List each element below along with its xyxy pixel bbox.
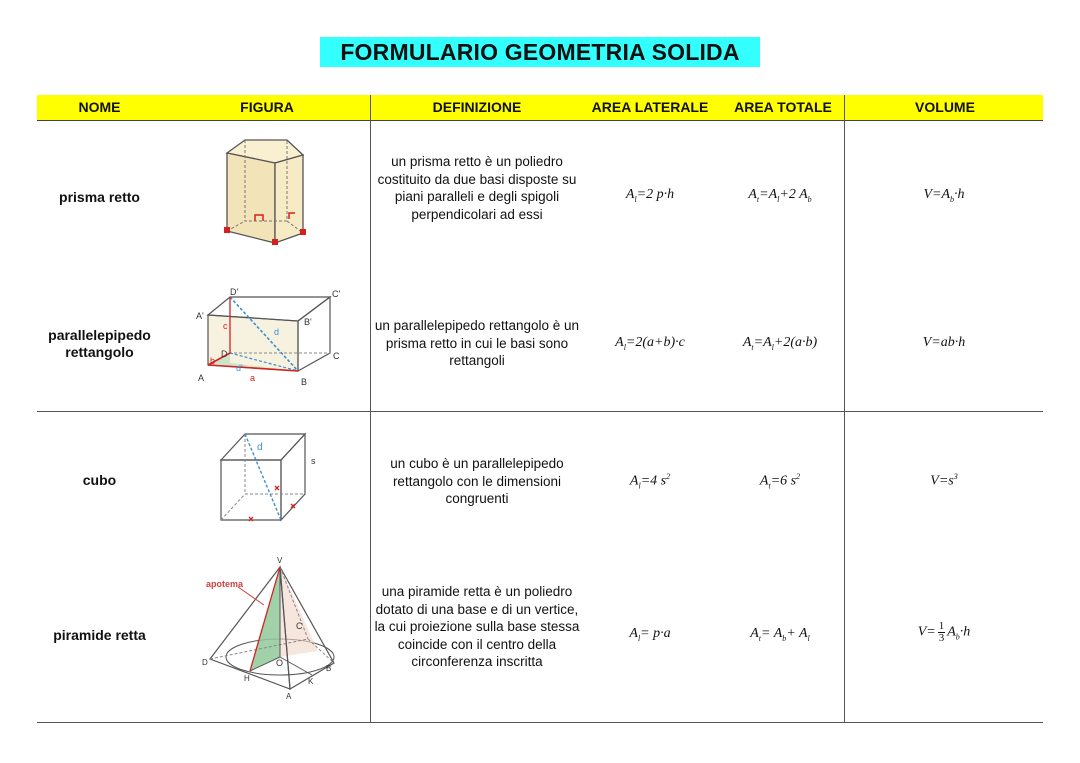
row-divider-bottom xyxy=(37,722,1043,723)
row-definition: una piramide retta è un poliedro dotato di una base e di un vertice, la cui proiezione sulla base stessa coincide con il centro della circonferenza inscritta xyxy=(374,584,580,669)
formula-volume: $V=s^3$ xyxy=(930,472,958,489)
row-name: cubo xyxy=(82,472,117,488)
prism-figure xyxy=(215,135,315,250)
row-definition: un parallelepipedo rettangolo è un prisma retto in cui le basi sono rettangoli xyxy=(374,318,580,368)
formula-area-totale: $A_t=A_l+2(a\cdot b)$ xyxy=(742,335,818,352)
formula-area-totale: $A_t=6$ $s^2$ xyxy=(759,472,801,491)
formula-area-laterale: $A_l=2$ p·h xyxy=(625,187,675,204)
row-definition: un cubo è un parallelepipedo rettangolo con le dimensioni congruenti xyxy=(390,456,564,506)
label-D: D xyxy=(221,349,228,359)
row-definition: un prisma retto è un poliedro costituito da due basi disposte su piani paralleli e degli spigoli perpendicolari ad essi xyxy=(377,154,577,222)
label-A-prime: A' xyxy=(196,311,204,321)
header-figura: FIGURA xyxy=(240,99,294,115)
formula-area-laterale: $A_l= p\cdot a$ xyxy=(629,626,671,643)
header-area-laterale: AREA LATERALE xyxy=(591,99,709,115)
label-H: H xyxy=(244,674,250,683)
page-title: FORMULARIO GEOMETRIA SOLIDA xyxy=(320,37,760,67)
label-d: d xyxy=(257,442,263,453)
label-C: C xyxy=(296,621,303,631)
header-definizione: DEFINIZIONE xyxy=(432,99,522,115)
header-volume: VOLUME xyxy=(915,99,975,115)
formula-area-totale: $A_t= A_b+ A_l$ xyxy=(750,626,810,643)
row-name: piramide retta xyxy=(53,627,146,643)
label-d-prime: d' xyxy=(236,363,243,373)
label-a: a xyxy=(250,373,256,383)
label-C: C xyxy=(333,351,340,361)
label-D: D xyxy=(202,658,208,667)
header-area-totale: AREA TOTALE xyxy=(734,99,832,115)
fraction-one-third: $\frac{1}{3}$ xyxy=(938,620,945,644)
row-name: parallelepipedo rettangolo xyxy=(48,327,151,360)
label-A: A xyxy=(198,373,205,383)
row-name: prisma retto xyxy=(59,189,140,205)
cube-figure xyxy=(213,428,323,528)
row-divider xyxy=(37,411,1043,412)
formula-area-laterale: $A_l=4$ $s^2$ xyxy=(629,472,671,491)
label-apotema: apotema xyxy=(206,579,244,589)
label-K: K xyxy=(308,677,314,686)
formula-volume: V=ab·h xyxy=(922,335,966,350)
label-B: B xyxy=(326,664,332,673)
formula-volume: V= $\frac{1}{3}$ $A_b\cdot h$ xyxy=(917,620,971,644)
label-s: s xyxy=(311,456,316,466)
table-header xyxy=(37,95,1043,121)
label-B-prime: B' xyxy=(304,317,312,327)
formula-area-totale: $A_t=A_l+2$ $A_b$ xyxy=(748,187,812,204)
label-A: A xyxy=(286,692,292,701)
label-D-prime: D' xyxy=(230,287,239,297)
label-c: c xyxy=(223,321,228,331)
pyramid-figure xyxy=(198,553,348,703)
formula-volume: $V=A_b\cdot h$ xyxy=(923,187,965,204)
label-O: O xyxy=(276,658,284,668)
header-nome: NOME xyxy=(78,99,121,115)
column-divider-figure xyxy=(370,95,371,723)
label-V: V xyxy=(277,556,283,565)
label-b: b xyxy=(210,356,216,366)
label-C-prime: C' xyxy=(332,289,341,299)
column-divider-definition xyxy=(844,95,845,723)
formula-area-laterale: $A_l=2(a+b)\cdot c$ xyxy=(615,335,685,352)
label-B: B xyxy=(301,377,308,387)
label-d: d xyxy=(274,327,280,337)
parallelepiped-figure xyxy=(190,285,350,395)
